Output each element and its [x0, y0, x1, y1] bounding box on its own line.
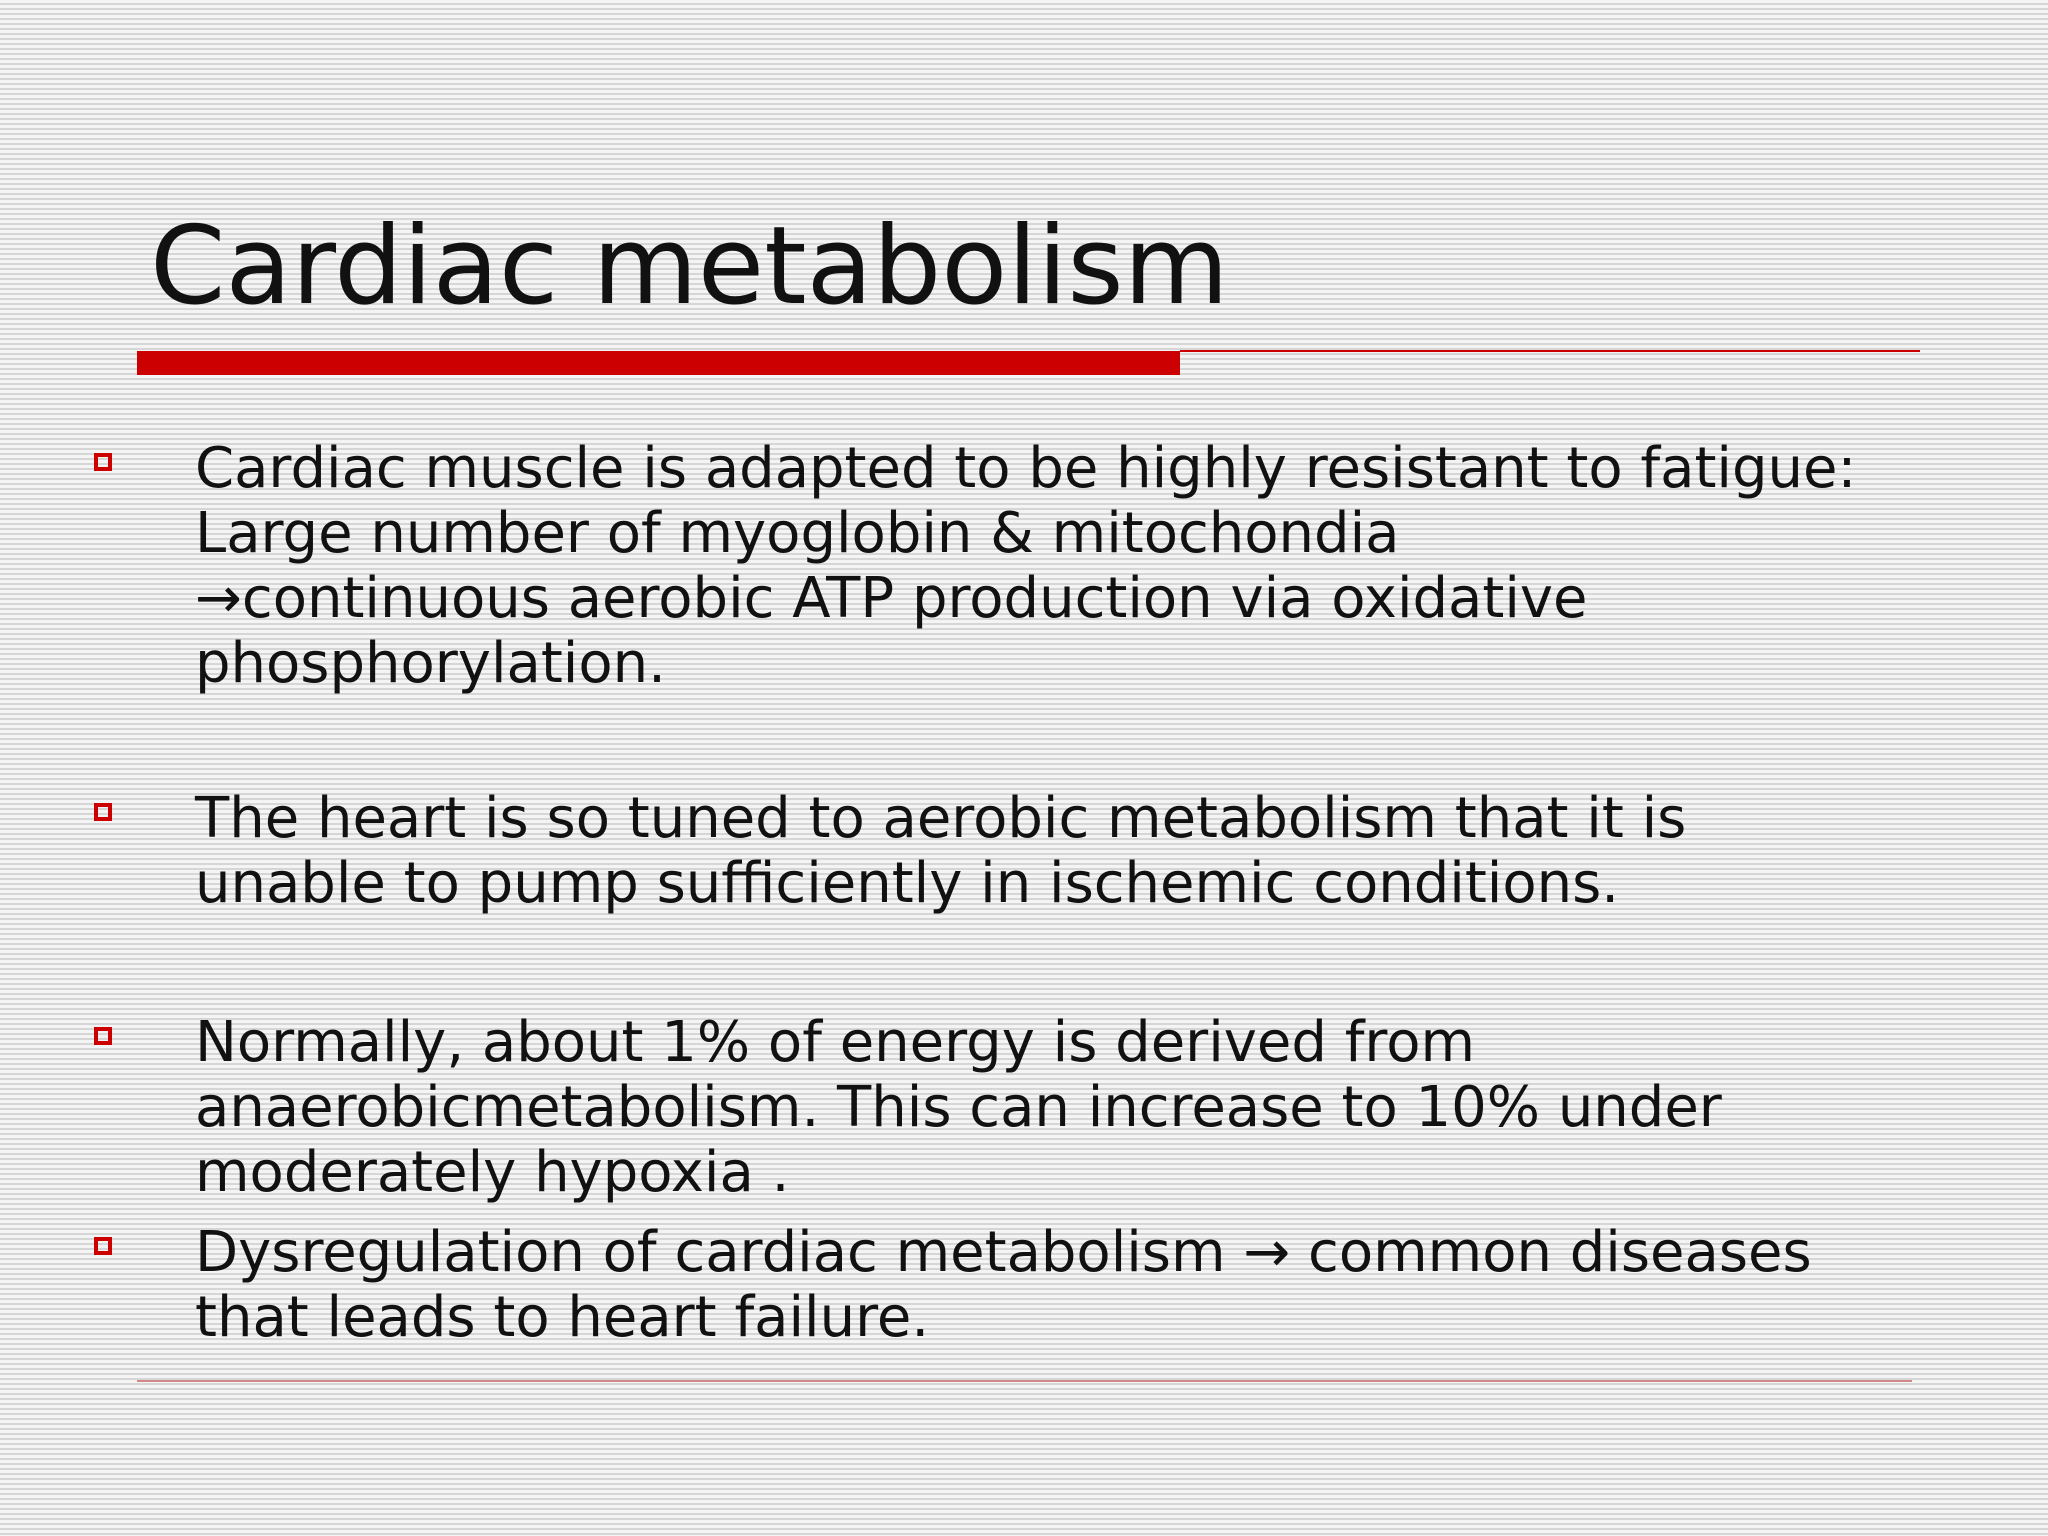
hollow-square-bullet-icon	[94, 453, 112, 471]
bullet-text: Dysregulation of cardiac metabolism → common diseases that leads to heart failure.	[195, 1220, 1812, 1350]
bullet-text: Cardiac muscle is adapted to be highly resistant to fatigue: Large number of myoglobin & mitochondia →continuous aerobic ATP production via oxidative phosphorylation.	[195, 436, 1857, 696]
footer-divider	[137, 1380, 1912, 1382]
title-underline-thin	[1180, 350, 1920, 352]
bullet-text: The heart is so tuned to aerobic metabolism that it is unable to pump sufficiently in ischemic conditions.	[195, 786, 1687, 916]
slide-title: Cardiac metabolism	[150, 204, 1229, 329]
hollow-square-bullet-icon	[94, 1237, 112, 1255]
hollow-square-bullet-icon	[94, 803, 112, 821]
bullet-text: Normally, about 1% of energy is derived from anaerobicmetabolism. This can increase to 10% under moderately hypoxia .	[195, 1010, 1722, 1205]
hollow-square-bullet-icon	[94, 1027, 112, 1045]
title-underline-thick	[137, 351, 1180, 375]
